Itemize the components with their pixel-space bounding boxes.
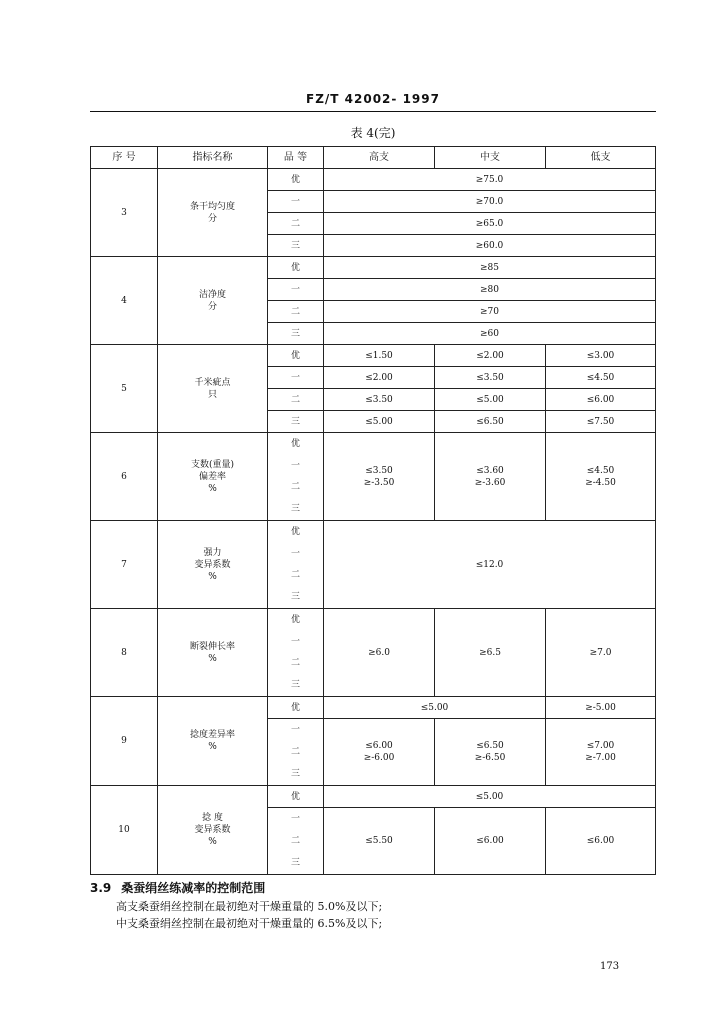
paragraph-line: 高支桑蚕绢丝控制在最初绝对干燥重量的 5.0%及以下; bbox=[116, 900, 383, 913]
grade-cell: 优 bbox=[268, 345, 324, 367]
page-number: 173 bbox=[600, 961, 620, 972]
seq-cell: 10 bbox=[91, 786, 158, 875]
value-cell: ≥6.0 bbox=[324, 609, 435, 697]
header-mid-count: 中支 bbox=[435, 147, 546, 169]
table-row bbox=[91, 521, 656, 609]
value-cell: ≤6.00 bbox=[546, 808, 656, 875]
grade-cell: 优 一 二 三 bbox=[268, 433, 324, 521]
value-cell: ≤3.00 bbox=[546, 345, 656, 367]
value-cell: ≤3.50 bbox=[435, 367, 546, 389]
value-cell: ≤3.50 ≥-3.50 bbox=[324, 433, 435, 521]
grade-cell: 一 二 三 bbox=[268, 808, 324, 875]
grade-cell: 优 bbox=[268, 786, 324, 808]
table-row bbox=[91, 257, 656, 279]
paragraph-line: 中支桑蚕绢丝控制在最初绝对干燥重量的 6.5%及以下; bbox=[116, 917, 383, 930]
seq-cell: 9 bbox=[91, 697, 158, 786]
table-header-row bbox=[91, 147, 656, 169]
table-row bbox=[91, 609, 656, 697]
value-cell: ≤7.50 bbox=[546, 411, 656, 433]
header-rule bbox=[90, 111, 656, 112]
value-cell: ≤6.50 ≥-6.50 bbox=[435, 719, 546, 786]
grade-cell: 一 bbox=[268, 191, 324, 213]
header-low-count: 低支 bbox=[546, 147, 656, 169]
value-cell: ≤2.00 bbox=[324, 367, 435, 389]
indicator-cell: 千米疵点 只 bbox=[158, 345, 268, 433]
value-cell: ≤6.50 bbox=[435, 411, 546, 433]
grade-cell: 优 一 二 三 bbox=[268, 521, 324, 609]
indicator-cell: 洁净度 分 bbox=[158, 257, 268, 345]
value-cell: ≤5.00 bbox=[324, 786, 656, 808]
seq-cell: 7 bbox=[91, 521, 158, 609]
value-cell: ≤4.50 bbox=[546, 367, 656, 389]
grade-cell: 优 bbox=[268, 697, 324, 719]
grade-cell: 三 bbox=[268, 235, 324, 257]
table-caption: 表 4(完) bbox=[350, 126, 396, 140]
value-cell: ≤5.50 bbox=[324, 808, 435, 875]
value-cell: ≥70 bbox=[324, 301, 656, 323]
value-cell: ≥65.0 bbox=[324, 213, 656, 235]
value-cell: ≥7.0 bbox=[546, 609, 656, 697]
indicator-cell: 捻 度 变异系数 % bbox=[158, 786, 268, 875]
grade-cell: 优 一 二 三 bbox=[268, 609, 324, 697]
indicator-cell: 强力 变异系数 % bbox=[158, 521, 268, 609]
value-cell: ≤7.00 ≥-7.00 bbox=[546, 719, 656, 786]
value-cell: ≥85 bbox=[324, 257, 656, 279]
grade-cell: 二 bbox=[268, 389, 324, 411]
seq-cell: 4 bbox=[91, 257, 158, 345]
grade-cell: 优 bbox=[268, 257, 324, 279]
table-row bbox=[91, 433, 656, 521]
table-row bbox=[91, 169, 656, 191]
value-cell: ≥75.0 bbox=[324, 169, 656, 191]
value-cell: ≥80 bbox=[324, 279, 656, 301]
grade-cell: 三 bbox=[268, 323, 324, 345]
section-number: 3.9 bbox=[90, 881, 112, 895]
spec-table bbox=[90, 146, 656, 875]
value-cell: ≤12.0 bbox=[324, 521, 656, 609]
grade-cell: 优 bbox=[268, 169, 324, 191]
section-heading bbox=[90, 879, 265, 896]
value-cell: ≤4.50 ≥-4.50 bbox=[546, 433, 656, 521]
value-cell: ≤6.00 bbox=[435, 808, 546, 875]
grade-cell: 三 bbox=[268, 411, 324, 433]
value-cell: ≥60.0 bbox=[324, 235, 656, 257]
value-cell: ≤5.00 bbox=[324, 697, 546, 719]
grade-cell: 一 bbox=[268, 279, 324, 301]
indicator-cell: 断裂伸长率 % bbox=[158, 609, 268, 697]
standard-code: FZ/T 42002- 1997 bbox=[306, 92, 440, 106]
section-title: 桑蚕绢丝练减率的控制范围 bbox=[121, 881, 266, 895]
table-row bbox=[91, 786, 656, 808]
grade-cell: 一 二 三 bbox=[268, 719, 324, 786]
header-seq: 序 号 bbox=[91, 147, 158, 169]
value-cell: ≥6.5 bbox=[435, 609, 546, 697]
value-cell: ≥60 bbox=[324, 323, 656, 345]
header-grade: 品 等 bbox=[268, 147, 324, 169]
seq-cell: 6 bbox=[91, 433, 158, 521]
value-cell: ≤6.00 bbox=[546, 389, 656, 411]
indicator-cell: 捻度差异率 % bbox=[158, 697, 268, 786]
value-cell: ≤3.50 bbox=[324, 389, 435, 411]
seq-cell: 5 bbox=[91, 345, 158, 433]
grade-cell: 一 bbox=[268, 367, 324, 389]
seq-cell: 8 bbox=[91, 609, 158, 697]
value-cell: ≤6.00 ≥-6.00 bbox=[324, 719, 435, 786]
seq-cell: 3 bbox=[91, 169, 158, 257]
value-cell: ≤5.00 bbox=[324, 411, 435, 433]
grade-cell: 二 bbox=[268, 213, 324, 235]
value-cell: ≥-5.00 bbox=[546, 697, 656, 719]
value-cell: ≤5.00 bbox=[435, 389, 546, 411]
indicator-cell: 条干均匀度 分 bbox=[158, 169, 268, 257]
value-cell: ≤2.00 bbox=[435, 345, 546, 367]
grade-cell: 二 bbox=[268, 301, 324, 323]
header-high-count: 高支 bbox=[324, 147, 435, 169]
table-row bbox=[91, 697, 656, 719]
value-cell: ≤1.50 bbox=[324, 345, 435, 367]
value-cell: ≥70.0 bbox=[324, 191, 656, 213]
table-row bbox=[91, 345, 656, 367]
value-cell: ≤3.60 ≥-3.60 bbox=[435, 433, 546, 521]
header-indicator: 指标名称 bbox=[158, 147, 268, 169]
indicator-cell: 支数(重量) 偏差率 % bbox=[158, 433, 268, 521]
